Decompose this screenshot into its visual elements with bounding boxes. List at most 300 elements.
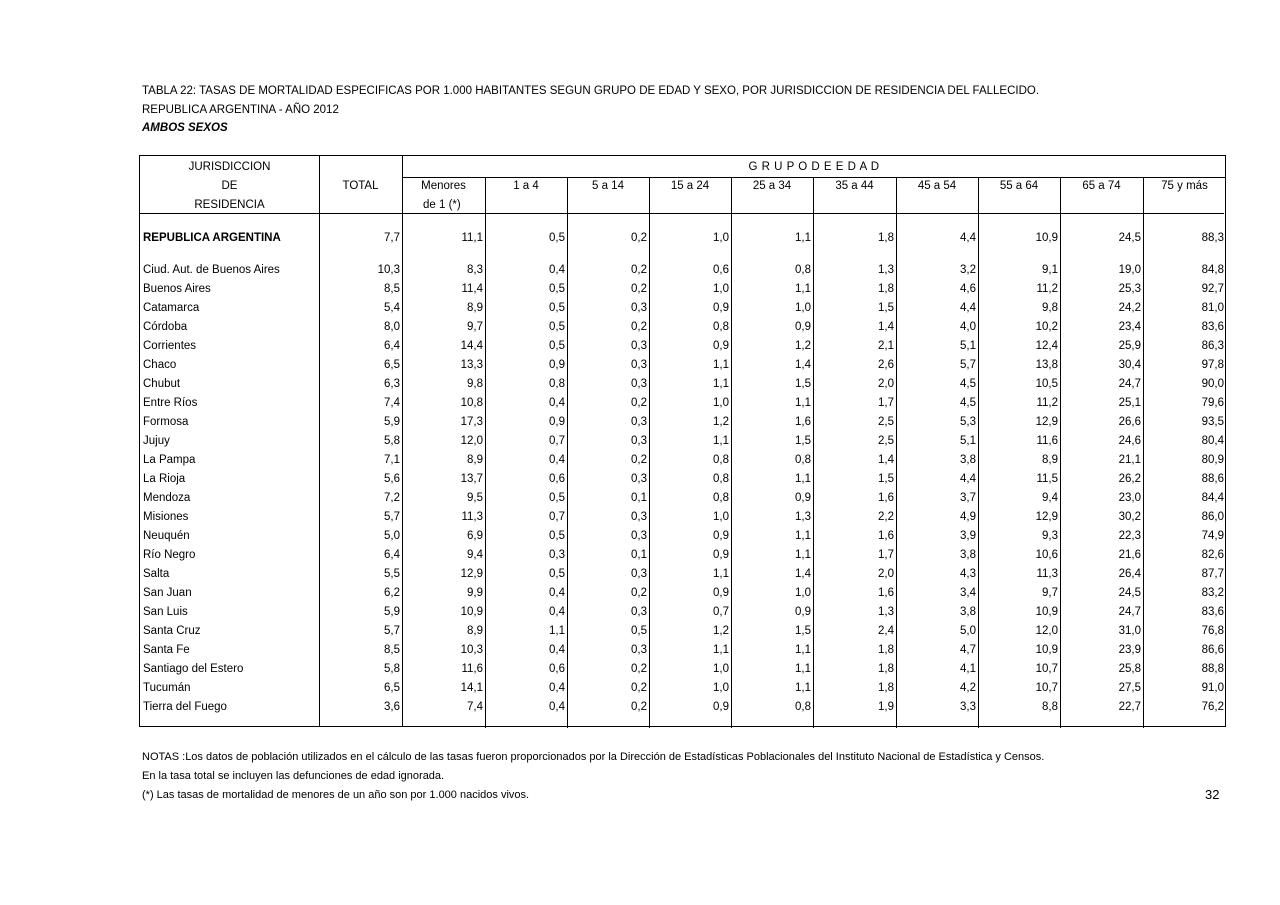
rate-value: 3,7 bbox=[960, 492, 976, 504]
rate-value: 0,3 bbox=[631, 340, 647, 352]
rate-value: 0,8 bbox=[795, 701, 811, 713]
rate-value: 3,3 bbox=[960, 701, 976, 713]
rate-value: 80,9 bbox=[1201, 454, 1224, 466]
rate-value: 4,4 bbox=[960, 302, 976, 314]
rate-value: 1,5 bbox=[795, 625, 811, 637]
rate-value: 0,9 bbox=[795, 492, 811, 504]
rate-value: 1,0 bbox=[713, 397, 729, 409]
rate-value: 1,7 bbox=[878, 397, 894, 409]
header-grupo-de-edad: G R U P O D E E D A D bbox=[748, 161, 880, 173]
rate-value: 0,4 bbox=[549, 606, 565, 618]
rate-value: 11,3 bbox=[1036, 568, 1058, 580]
table-subtitle: REPUBLICA ARGENTINA - AÑO 2012 bbox=[142, 104, 339, 116]
rate-value: 0,3 bbox=[631, 302, 647, 314]
rate-value: 88,3 bbox=[1201, 232, 1224, 244]
rate-value: 0,9 bbox=[713, 701, 729, 713]
rate-value: 0,3 bbox=[631, 378, 647, 390]
rate-value: 12,9 bbox=[1035, 511, 1058, 523]
rate-value: 0,9 bbox=[713, 340, 729, 352]
rate-value: 0,2 bbox=[631, 283, 647, 295]
rate-value: 7,4 bbox=[467, 701, 483, 713]
rate-value: 30,4 bbox=[1118, 359, 1141, 371]
rate-value: 1,3 bbox=[878, 264, 894, 276]
province-name: Santa Cruz bbox=[143, 625, 201, 637]
rate-value: 1,1 bbox=[795, 663, 811, 675]
rate-value: 0,4 bbox=[549, 701, 565, 713]
rate-value: 9,8 bbox=[467, 378, 483, 390]
note-source: NOTAS :Los datos de población utilizados en el cálculo de las tasas fueron proporcionados por la Dirección de Estadísticas Poblacionales del Instituto Nacional de Estadística y Censos. bbox=[142, 751, 1045, 763]
rate-value: 8,9 bbox=[467, 625, 483, 637]
rate-value: 83,2 bbox=[1201, 587, 1224, 599]
rate-value: 0,4 bbox=[549, 397, 565, 409]
rate-value: 0,7 bbox=[549, 435, 565, 447]
rate-value: 24,7 bbox=[1118, 606, 1141, 618]
rate-value: 10,2 bbox=[1035, 321, 1058, 333]
rate-value: 74,9 bbox=[1201, 530, 1224, 542]
rate-value: 8,9 bbox=[1042, 454, 1058, 466]
rate-value: 1,6 bbox=[878, 530, 894, 542]
rate-value: 84,4 bbox=[1201, 492, 1224, 504]
rate-value: 10,5 bbox=[1035, 378, 1058, 390]
rate-value: 0,3 bbox=[631, 568, 647, 580]
rate-value: 4,5 bbox=[960, 378, 976, 390]
rate-value: 1,5 bbox=[795, 435, 811, 447]
rate-value: 5,1 bbox=[960, 435, 976, 447]
rate-value: 2,2 bbox=[878, 511, 894, 523]
rate-value: 0,6 bbox=[549, 473, 565, 485]
rate-value: 2,1 bbox=[878, 340, 894, 352]
rate-value: 9,4 bbox=[467, 549, 483, 561]
province-name: Santa Fe bbox=[143, 644, 190, 656]
rate-value: 1,1 bbox=[795, 473, 811, 485]
rate-value: 86,6 bbox=[1201, 644, 1224, 656]
rate-value: 6,4 bbox=[384, 549, 400, 561]
rate-value: 8,5 bbox=[384, 283, 400, 295]
rate-value: 1,8 bbox=[878, 232, 894, 244]
rate-value: 1,7 bbox=[878, 549, 894, 561]
province-name: La Rioja bbox=[143, 473, 186, 485]
rate-value: 84,8 bbox=[1201, 264, 1224, 276]
header-jurisdiccion: RESIDENCIA bbox=[194, 199, 265, 211]
rate-value: 0,2 bbox=[631, 663, 647, 675]
rate-value: 88,8 bbox=[1201, 663, 1224, 675]
rate-value: 7,2 bbox=[384, 492, 400, 504]
rate-value: 1,5 bbox=[878, 473, 894, 485]
rate-value: 10,9 bbox=[460, 606, 483, 618]
rate-value: 80,4 bbox=[1201, 435, 1224, 447]
rate-value: 10,7 bbox=[1035, 663, 1058, 675]
rate-value: 0,2 bbox=[631, 682, 647, 694]
rate-value: 86,0 bbox=[1201, 511, 1224, 523]
rate-value: 0,9 bbox=[795, 321, 811, 333]
rate-value: 1,2 bbox=[795, 340, 811, 352]
rate-value: 0,8 bbox=[795, 264, 811, 276]
rate-value: 1,6 bbox=[878, 587, 894, 599]
header-jurisdiccion: DE bbox=[221, 180, 238, 192]
rate-value: 8,9 bbox=[467, 454, 483, 466]
rate-value: 2,5 bbox=[878, 416, 894, 428]
rate-value: 5,8 bbox=[384, 435, 400, 447]
rate-value: 1,6 bbox=[878, 492, 894, 504]
rate-value: 0,5 bbox=[549, 568, 565, 580]
rate-value: 1,8 bbox=[878, 663, 894, 675]
rate-value: 1,0 bbox=[713, 511, 729, 523]
rate-value: 91,0 bbox=[1201, 682, 1224, 694]
rate-value: 26,2 bbox=[1118, 473, 1141, 485]
rate-value: 4,2 bbox=[960, 682, 976, 694]
rate-value: 0,3 bbox=[631, 473, 647, 485]
rate-value: 5,7 bbox=[384, 511, 400, 523]
rate-value: 12,0 bbox=[1035, 625, 1058, 637]
rate-value: 1,2 bbox=[713, 625, 729, 637]
rate-value: 8,9 bbox=[467, 302, 483, 314]
header-bottom-divider bbox=[140, 213, 1224, 214]
rate-value: 0,8 bbox=[549, 378, 565, 390]
rate-value: 0,8 bbox=[795, 454, 811, 466]
rate-value: 24,5 bbox=[1118, 587, 1141, 599]
rate-value: 0,3 bbox=[549, 549, 565, 561]
header-total: TOTAL bbox=[342, 180, 379, 192]
rate-value: 81,0 bbox=[1201, 302, 1224, 314]
rate-value: 3,4 bbox=[960, 587, 976, 599]
header-age-group: 15 a 24 bbox=[670, 180, 710, 192]
rate-value: 10,9 bbox=[1035, 232, 1058, 244]
rate-value: 3,8 bbox=[960, 454, 976, 466]
rate-value: 0,2 bbox=[631, 701, 647, 713]
rate-value: 13,8 bbox=[1035, 359, 1058, 371]
rate-value: 13,7 bbox=[460, 473, 483, 485]
rate-value: 10,9 bbox=[1035, 644, 1058, 656]
rate-value: 1,0 bbox=[713, 663, 729, 675]
rate-value: 8,3 bbox=[467, 264, 483, 276]
rate-value: 3,6 bbox=[384, 701, 400, 713]
rate-value: 1,1 bbox=[795, 644, 811, 656]
rate-value: 1,1 bbox=[713, 568, 729, 580]
rate-value: 4,3 bbox=[960, 568, 976, 580]
rate-value: 2,5 bbox=[878, 435, 894, 447]
rate-value: 0,9 bbox=[713, 587, 729, 599]
rate-value: 1,0 bbox=[795, 587, 811, 599]
rate-value: 1,6 bbox=[795, 416, 811, 428]
rate-value: 3,8 bbox=[960, 549, 976, 561]
rate-value: 22,3 bbox=[1118, 530, 1141, 542]
rate-value: 8,5 bbox=[384, 644, 400, 656]
rate-value: 2,0 bbox=[878, 568, 894, 580]
province-name: Ciud. Aut. de Buenos Aires bbox=[143, 264, 280, 276]
province-name: Entre Ríos bbox=[143, 397, 198, 409]
rate-value: 82,6 bbox=[1201, 549, 1224, 561]
rate-value: 86,3 bbox=[1201, 340, 1224, 352]
rate-value: 24,2 bbox=[1118, 302, 1141, 314]
rate-value: 6,5 bbox=[384, 682, 400, 694]
rate-value: 1,1 bbox=[795, 232, 811, 244]
rate-value: 5,0 bbox=[384, 530, 400, 542]
rate-value: 0,4 bbox=[549, 682, 565, 694]
province-name: Santiago del Estero bbox=[143, 663, 244, 675]
rate-value: 97,8 bbox=[1201, 359, 1224, 371]
rate-value: 4,4 bbox=[960, 473, 976, 485]
rate-value: 1,4 bbox=[878, 321, 894, 333]
rate-value: 17,3 bbox=[460, 416, 483, 428]
rate-value: 7,7 bbox=[384, 232, 400, 244]
rate-value: 88,6 bbox=[1201, 473, 1224, 485]
rate-value: 23,4 bbox=[1118, 321, 1141, 333]
rate-value: 0,2 bbox=[631, 321, 647, 333]
table-title: TABLA 22: TASAS DE MORTALIDAD ESPECIFICAS POR 1.000 HABITANTES SEGUN GRUPO DE EDAD Y SEXO, POR JURISDICCION DE RESIDENCIA DEL FALLECIDO. bbox=[142, 85, 1040, 97]
rate-value: 10,9 bbox=[1035, 606, 1058, 618]
header-menores: de 1 (*) bbox=[423, 199, 461, 211]
rate-value: 12,0 bbox=[460, 435, 483, 447]
rate-value: 0,3 bbox=[631, 511, 647, 523]
rate-value: 1,0 bbox=[713, 682, 729, 694]
rate-value: 1,8 bbox=[878, 283, 894, 295]
page-number: 32 bbox=[1205, 787, 1220, 802]
rate-value: 5,6 bbox=[384, 473, 400, 485]
rate-value: 1,3 bbox=[795, 511, 811, 523]
rate-value: 5,3 bbox=[960, 416, 976, 428]
rate-value: 1,0 bbox=[713, 232, 729, 244]
rate-value: 31,0 bbox=[1118, 625, 1141, 637]
province-name: Chubut bbox=[143, 378, 181, 390]
rate-value: 5,1 bbox=[960, 340, 976, 352]
rate-value: 10,3 bbox=[377, 264, 400, 276]
rate-value: 1,8 bbox=[878, 644, 894, 656]
rate-value: 5,0 bbox=[960, 625, 976, 637]
mortality-table bbox=[139, 155, 1226, 727]
rate-value: 6,9 bbox=[467, 530, 483, 542]
rate-value: 1,4 bbox=[795, 568, 811, 580]
rate-value: 0,9 bbox=[795, 606, 811, 618]
rate-value: 0,5 bbox=[631, 625, 647, 637]
rate-value: 10,8 bbox=[460, 397, 483, 409]
rate-value: 0,3 bbox=[631, 606, 647, 618]
rate-value: 22,7 bbox=[1118, 701, 1141, 713]
rate-value: 1,9 bbox=[878, 701, 894, 713]
header-group-divider bbox=[402, 177, 1226, 178]
rate-value: 0,5 bbox=[549, 530, 565, 542]
rate-value: 1,1 bbox=[713, 644, 729, 656]
rate-value: 11,6 bbox=[1036, 435, 1058, 447]
province-name: Corrientes bbox=[143, 340, 197, 352]
rate-value: 0,4 bbox=[549, 454, 565, 466]
rate-value: 0,8 bbox=[713, 492, 729, 504]
rate-value: 9,7 bbox=[467, 321, 483, 333]
rate-value: 1,1 bbox=[713, 359, 729, 371]
province-name: Río Negro bbox=[143, 549, 196, 561]
rate-value: 7,1 bbox=[384, 454, 400, 466]
rate-value: 0,2 bbox=[631, 397, 647, 409]
rate-value: 24,5 bbox=[1118, 232, 1141, 244]
header-age-group: 65 a 74 bbox=[1082, 180, 1121, 192]
rate-value: 9,1 bbox=[1042, 264, 1058, 276]
rate-value: 5,7 bbox=[384, 625, 400, 637]
rate-value: 14,1 bbox=[460, 682, 483, 694]
rate-value: 27,5 bbox=[1118, 682, 1141, 694]
province-name: Neuquén bbox=[143, 530, 190, 542]
rate-value: 2,4 bbox=[878, 625, 894, 637]
rate-value: 90,0 bbox=[1201, 378, 1224, 390]
rate-value: 23,0 bbox=[1118, 492, 1141, 504]
rate-value: 0,5 bbox=[549, 340, 565, 352]
rate-value: 0,1 bbox=[631, 549, 647, 561]
rate-value: 9,7 bbox=[1042, 587, 1058, 599]
rate-value: 0,3 bbox=[631, 644, 647, 656]
rate-value: 26,6 bbox=[1118, 416, 1141, 428]
rate-value: 5,9 bbox=[384, 606, 400, 618]
header-age-group: 5 a 14 bbox=[592, 180, 624, 192]
rate-value: 0,9 bbox=[713, 530, 729, 542]
province-name: Formosa bbox=[143, 416, 189, 428]
national-row-label: REPUBLICA ARGENTINA bbox=[143, 232, 281, 244]
rate-value: 0,5 bbox=[549, 283, 565, 295]
rate-value: 12,9 bbox=[1035, 416, 1058, 428]
rate-value: 1,0 bbox=[713, 283, 729, 295]
rate-value: 0,7 bbox=[713, 606, 729, 618]
rate-value: 9,9 bbox=[467, 587, 483, 599]
header-age-group: 35 a 44 bbox=[835, 180, 874, 192]
rate-value: 23,9 bbox=[1118, 644, 1141, 656]
header-age-group: 55 a 64 bbox=[999, 180, 1039, 192]
rate-value: 0,9 bbox=[549, 416, 565, 428]
rate-value: 5,4 bbox=[384, 302, 400, 314]
rate-value: 5,9 bbox=[384, 416, 400, 428]
rate-value: 4,0 bbox=[960, 321, 976, 333]
rate-value: 0,3 bbox=[631, 416, 647, 428]
header-age-group: 25 a 34 bbox=[752, 180, 792, 192]
rate-value: 9,8 bbox=[1042, 302, 1058, 314]
rate-value: 6,5 bbox=[384, 359, 400, 371]
province-name: Catamarca bbox=[143, 302, 200, 314]
rate-value: 1,5 bbox=[878, 302, 894, 314]
rate-value: 6,2 bbox=[384, 587, 400, 599]
province-name: Jujuy bbox=[143, 435, 170, 447]
rate-value: 3,8 bbox=[960, 606, 976, 618]
rate-value: 25,3 bbox=[1118, 283, 1141, 295]
province-name: Córdoba bbox=[143, 321, 188, 333]
rate-value: 24,6 bbox=[1118, 435, 1141, 447]
rate-value: 4,4 bbox=[960, 232, 976, 244]
rate-value: 11,1 bbox=[461, 232, 483, 244]
rate-value: 8,8 bbox=[1042, 701, 1058, 713]
rate-value: 4,7 bbox=[960, 644, 976, 656]
rate-value: 1,1 bbox=[549, 625, 565, 637]
rate-value: 0,1 bbox=[631, 492, 647, 504]
rate-value: 25,9 bbox=[1118, 340, 1141, 352]
rate-value: 1,1 bbox=[795, 283, 811, 295]
rate-value: 1,5 bbox=[795, 378, 811, 390]
note-infant: (*) Las tasas de mortalidad de menores de un año son por 1.000 nacidos vivos. bbox=[142, 789, 530, 801]
rate-value: 0,3 bbox=[631, 530, 647, 542]
rate-value: 0,2 bbox=[631, 232, 647, 244]
rate-value: 0,4 bbox=[549, 644, 565, 656]
rate-value: 0,7 bbox=[549, 511, 565, 523]
rate-value: 0,5 bbox=[549, 321, 565, 333]
rate-value: 13,3 bbox=[460, 359, 483, 371]
rate-value: 1,3 bbox=[878, 606, 894, 618]
rate-value: 92,7 bbox=[1201, 283, 1224, 295]
rate-value: 87,7 bbox=[1201, 568, 1224, 580]
rate-value: 0,8 bbox=[713, 454, 729, 466]
rate-value: 1,4 bbox=[795, 359, 811, 371]
rate-value: 24,7 bbox=[1118, 378, 1141, 390]
rate-value: 12,9 bbox=[460, 568, 483, 580]
rate-value: 1,1 bbox=[713, 378, 729, 390]
rate-value: 11,2 bbox=[1036, 397, 1058, 409]
rate-value: 25,8 bbox=[1118, 663, 1141, 675]
rate-value: 1,1 bbox=[795, 530, 811, 542]
rate-value: 11,2 bbox=[1036, 283, 1058, 295]
rate-value: 1,2 bbox=[713, 416, 729, 428]
rate-value: 1,4 bbox=[878, 454, 894, 466]
rate-value: 0,8 bbox=[713, 473, 729, 485]
rate-value: 4,6 bbox=[960, 283, 976, 295]
header-jurisdiccion: JURISDICCION bbox=[188, 161, 271, 173]
rate-value: 30,2 bbox=[1118, 511, 1141, 523]
rate-value: 25,1 bbox=[1118, 397, 1141, 409]
rate-value: 9,5 bbox=[467, 492, 483, 504]
rate-value: 11,5 bbox=[1036, 473, 1058, 485]
rate-value: 76,8 bbox=[1201, 625, 1224, 637]
note-total: En la tasa total se incluyen las defunciones de edad ignorada. bbox=[142, 770, 445, 782]
rate-value: 0,5 bbox=[549, 232, 565, 244]
rate-value: 3,9 bbox=[960, 530, 976, 542]
rate-value: 3,2 bbox=[960, 264, 976, 276]
rate-value: 21,6 bbox=[1118, 549, 1141, 561]
rate-value: 93,5 bbox=[1201, 416, 1224, 428]
rate-value: 0,8 bbox=[713, 321, 729, 333]
rate-value: 1,1 bbox=[795, 682, 811, 694]
rate-value: 5,8 bbox=[384, 663, 400, 675]
rate-value: 0,2 bbox=[631, 454, 647, 466]
rate-value: 2,6 bbox=[878, 359, 894, 371]
rate-value: 4,9 bbox=[960, 511, 976, 523]
province-name: Tucumán bbox=[143, 682, 191, 694]
rate-value: 11,4 bbox=[461, 283, 483, 295]
rate-value: 7,4 bbox=[384, 397, 400, 409]
rate-value: 0,5 bbox=[549, 492, 565, 504]
rate-value: 4,1 bbox=[960, 663, 976, 675]
rate-value: 19,0 bbox=[1118, 264, 1141, 276]
rate-value: 10,3 bbox=[460, 644, 483, 656]
rate-value: 1,8 bbox=[878, 682, 894, 694]
rate-value: 0,4 bbox=[549, 264, 565, 276]
rate-value: 1,1 bbox=[795, 549, 811, 561]
rate-value: 0,9 bbox=[713, 549, 729, 561]
rate-value: 0,3 bbox=[631, 435, 647, 447]
province-name: Mendoza bbox=[143, 492, 191, 504]
rate-value: 21,1 bbox=[1118, 454, 1141, 466]
rate-value: 79,6 bbox=[1201, 397, 1224, 409]
rate-value: 10,7 bbox=[1035, 682, 1058, 694]
rate-value: 76,2 bbox=[1201, 701, 1224, 713]
rate-value: 1,1 bbox=[795, 397, 811, 409]
province-name: La Pampa bbox=[143, 454, 196, 466]
rate-value: 0,9 bbox=[549, 359, 565, 371]
rate-value: 0,9 bbox=[713, 302, 729, 314]
header-menores: Menores bbox=[421, 180, 466, 192]
rate-value: 26,4 bbox=[1118, 568, 1141, 580]
rate-value: 1,0 bbox=[795, 302, 811, 314]
rate-value: 0,5 bbox=[549, 302, 565, 314]
rate-value: 0,6 bbox=[549, 663, 565, 675]
rate-value: 83,6 bbox=[1201, 321, 1224, 333]
province-name: Misiones bbox=[143, 511, 189, 523]
province-name: San Juan bbox=[143, 587, 192, 599]
rate-value: 0,4 bbox=[549, 587, 565, 599]
rate-value: 0,2 bbox=[631, 264, 647, 276]
rate-value: 12,4 bbox=[1035, 340, 1058, 352]
rate-value: 11,3 bbox=[461, 511, 483, 523]
